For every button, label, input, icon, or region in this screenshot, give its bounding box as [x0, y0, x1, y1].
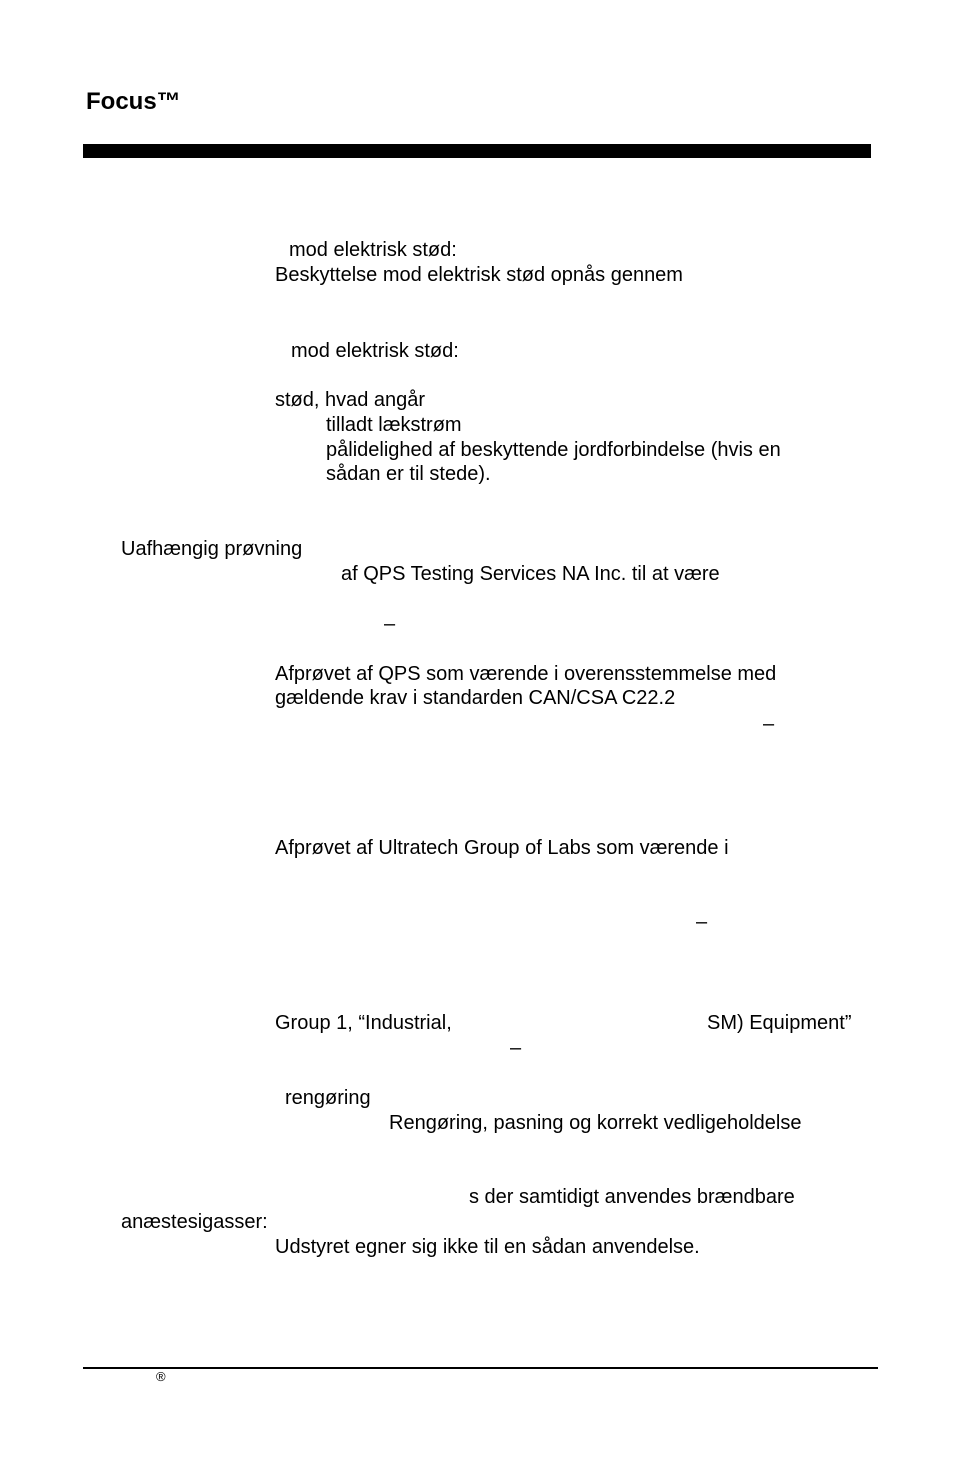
header-divider-bar	[83, 144, 871, 158]
text-line-ultratech-testing: Afprøvet af Ultratech Group of Labs som værende i	[275, 837, 729, 859]
text-line-not-suitable: Udstyret egner sig ikke til en sådan anvendelse.	[275, 1236, 700, 1258]
text-line-leakage-current: tilladt lækstrøm	[326, 414, 462, 436]
text-line-grounding-reliability: pålidelighed af beskyttende jordforbindelse (hvis en	[326, 439, 781, 461]
text-line-grounding-present: sådan er til stede).	[326, 463, 491, 485]
text-line-qps-testing: af QPS Testing Services NA Inc. til at være	[341, 563, 720, 585]
text-line-shock-regarding: stød, hvad angår	[275, 389, 426, 411]
text-line-dash-2: –	[763, 713, 775, 735]
text-line-group-industrial: Group 1, “Industrial,	[275, 1012, 452, 1034]
text-line-electric-shock-heading-1: mod elektrisk stød:	[289, 239, 457, 261]
footer-registered-mark: ®	[156, 1369, 166, 1384]
text-line-cleaning-statement: Rengøring, pasning og korrekt vedligeholdelse	[389, 1112, 802, 1134]
text-line-dash-4: –	[510, 1037, 522, 1059]
text-line-protection-statement: Beskyttelse mod elektrisk stød opnås gennem	[275, 264, 683, 286]
text-line-independent-testing: Uafhængig prøvning	[121, 538, 303, 560]
text-line-anesthesia-gases: anæstesigasser:	[121, 1211, 268, 1233]
text-line-csa-standard: gældende krav i standarden CAN/CSA C22.2	[275, 687, 676, 709]
page-header-title: Focus™	[86, 88, 181, 115]
text-line-qps-compliance: Afprøvet af QPS som værende i overensstemmelse med	[275, 663, 777, 685]
text-line-electric-shock-heading-2: mod elektrisk stød:	[291, 340, 459, 362]
text-line-dash-3: –	[696, 911, 708, 933]
text-line-flammable-anesthetics: s der samtidigt anvendes brændbare	[469, 1186, 795, 1208]
text-line-dash-1: –	[384, 613, 396, 635]
text-line-ism-equipment: SM) Equipment”	[707, 1012, 852, 1034]
text-line-cleaning-heading: rengøring	[285, 1087, 371, 1109]
footer-divider-line	[83, 1367, 878, 1369]
